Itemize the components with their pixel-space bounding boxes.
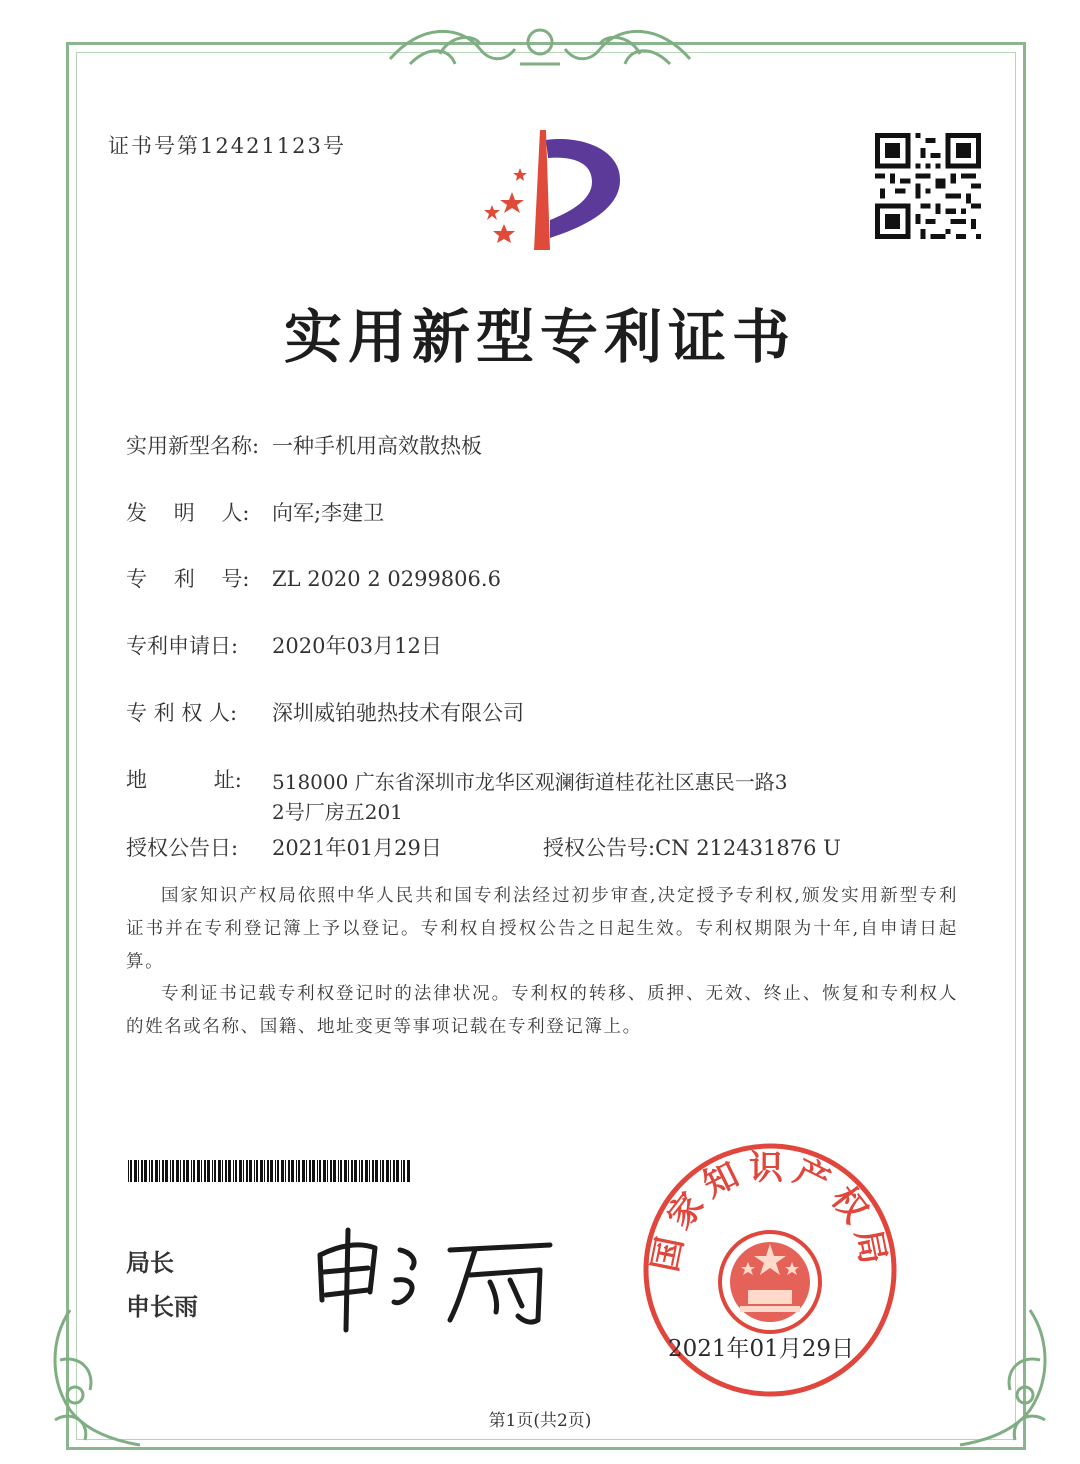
national-emblem-icon bbox=[720, 1232, 820, 1332]
field-filing-date bbox=[126, 630, 442, 660]
signature-icon bbox=[300, 1220, 560, 1340]
field-patent-number bbox=[126, 563, 501, 593]
grant-paragraph: 国家知识产权局依照中华人民共和国专利法经过初步审查,决定授予专利权,颁发实用新型专利证书并在专利登记簿上予以登记。专利权自授权公告之日起生效。专利权期限为十年,自申请日起算。 bbox=[126, 886, 958, 972]
field-value: 深圳威铂驰热技术有限公司 bbox=[272, 701, 524, 725]
address-value bbox=[272, 767, 832, 827]
field-label: 地 址: bbox=[126, 768, 242, 792]
seal-text: 国家知识产权局 bbox=[645, 1147, 895, 1276]
page-number: 第1页(共2页) bbox=[488, 1411, 592, 1431]
top-ornament-icon bbox=[380, 14, 700, 74]
field-address bbox=[126, 764, 272, 794]
field-publication-date bbox=[126, 832, 442, 862]
field-patentee bbox=[126, 697, 524, 727]
field-value: CN 212431876 U bbox=[655, 836, 841, 860]
bottom-right-ornament-icon bbox=[950, 1300, 1060, 1460]
certificate-number: 证书号第12421123号 bbox=[108, 134, 346, 158]
field-label: 专利申请日: bbox=[126, 634, 239, 658]
field-publication-number bbox=[543, 832, 841, 862]
certificate-title: 实用新型专利证书 bbox=[283, 303, 796, 371]
legal-status-paragraph: 专利证书记载专利权登记时的法律状况。专利权的转移、质押、无效、终止、恢复和专利权人的姓名或名称、国籍、地址变更等事项记载在专利登记簿上。 bbox=[126, 984, 958, 1037]
bottom-left-ornament-icon bbox=[40, 1300, 150, 1460]
signatory-title: 局长 bbox=[126, 1249, 174, 1277]
field-label: 授权公告号: bbox=[543, 836, 656, 860]
address-line-2: 2号厂房五201 bbox=[272, 800, 403, 824]
seal-date: 2021年01月29日 bbox=[668, 1336, 855, 1362]
barcode-icon bbox=[128, 1160, 410, 1182]
cnipa-logo-icon bbox=[462, 120, 632, 255]
field-value: 一种手机用高效散热板 bbox=[272, 434, 482, 458]
field-label: 专 利 权 人: bbox=[126, 701, 238, 725]
address-line-1: 518000 广东省深圳市龙华区观澜街道桂花社区惠民一路3 bbox=[272, 770, 788, 794]
signatory-name: 申长雨 bbox=[126, 1293, 198, 1321]
field-value: 2020年03月12日 bbox=[272, 634, 442, 658]
field-inventor bbox=[126, 497, 384, 527]
field-label: 发 明 人: bbox=[126, 501, 250, 525]
field-value: 向军;李建卫 bbox=[272, 501, 385, 525]
qr-code-icon bbox=[875, 133, 981, 239]
field-value: 2021年01月29日 bbox=[272, 836, 442, 860]
field-label: 专 利 号: bbox=[126, 567, 250, 591]
field-utility-model-name bbox=[126, 430, 482, 460]
field-value: ZL 2020 2 0299806.6 bbox=[272, 567, 501, 591]
field-label: 实用新型名称: bbox=[126, 434, 260, 458]
field-label: 授权公告日: bbox=[126, 836, 239, 860]
